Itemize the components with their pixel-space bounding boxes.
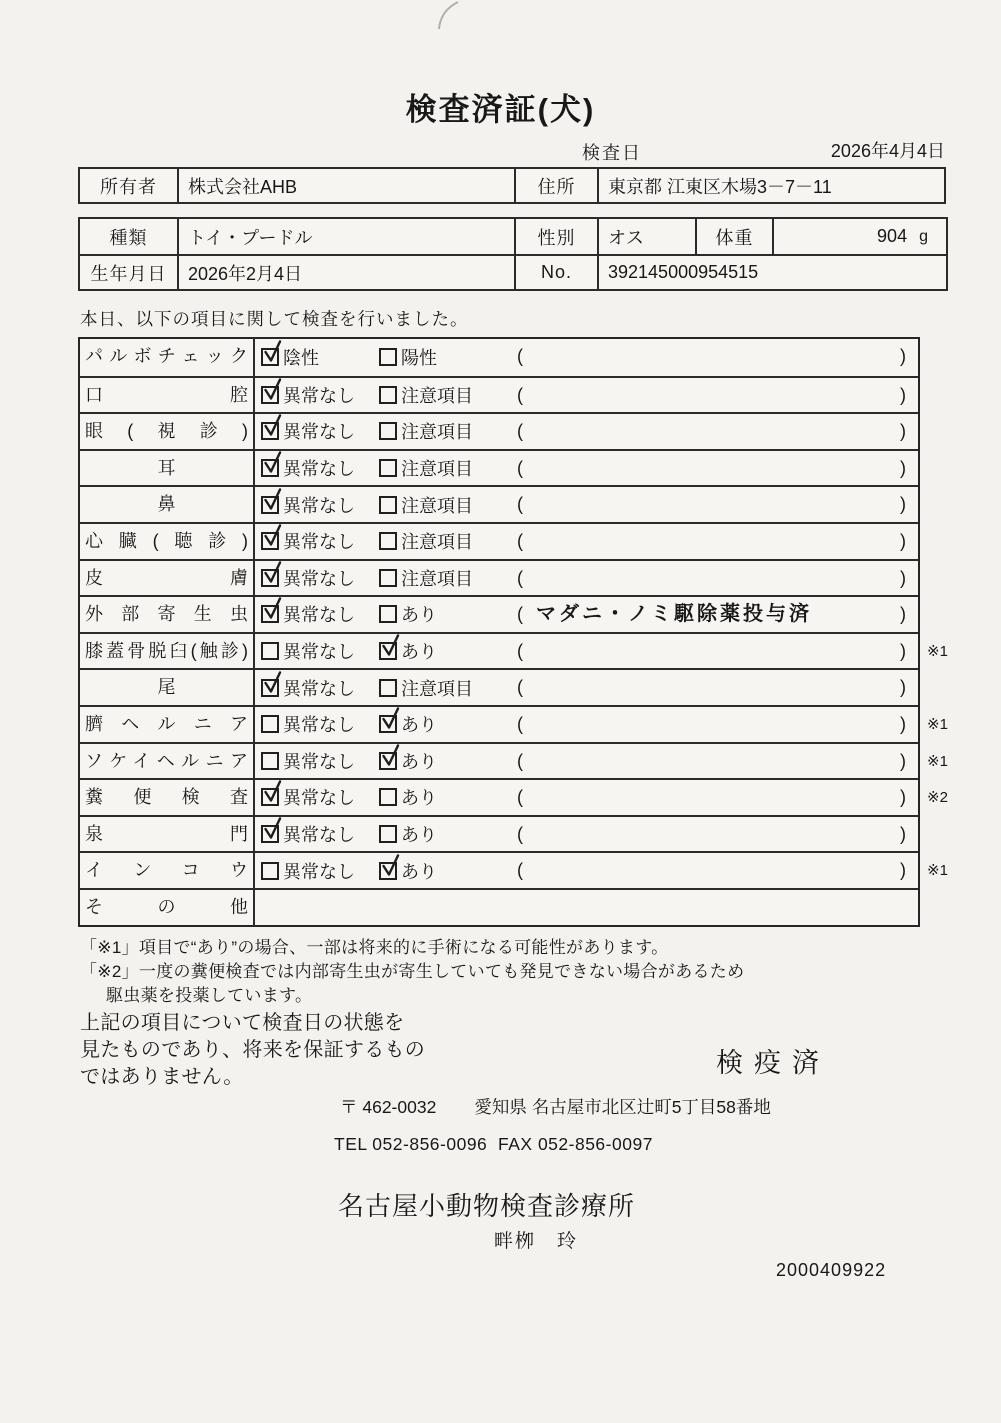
- paren-close: ): [900, 457, 906, 478]
- owner-value: 株式会社AHB: [177, 169, 514, 202]
- checkbox-icon: [379, 752, 397, 770]
- option-2-label: 注意項目: [401, 532, 473, 553]
- option-2: [379, 597, 437, 632]
- option-2-label: あり: [401, 788, 437, 809]
- option-1: [261, 451, 355, 486]
- paren-open: (: [517, 750, 523, 771]
- checklist-row-ears: [80, 449, 918, 486]
- option-1-label: 異常なし: [283, 825, 355, 846]
- checkbox-icon: [261, 715, 279, 733]
- row-ref-mark: ※1: [927, 642, 948, 660]
- row-options: [255, 780, 918, 815]
- option-2: [379, 780, 437, 815]
- row-label: 眼(視診): [80, 414, 255, 449]
- option-2-label: 注意項目: [401, 385, 473, 406]
- option-1: [261, 597, 355, 632]
- option-2-label: あり: [401, 861, 437, 882]
- option-1: [261, 561, 355, 596]
- checklist-row-skin: [80, 559, 918, 596]
- checkbox-icon: [261, 605, 279, 623]
- checkbox-icon: [261, 569, 279, 587]
- option-2: [379, 817, 437, 852]
- row-label: 心臓(聴診): [80, 524, 255, 559]
- weight-label: 体重: [695, 219, 772, 254]
- option-1: [261, 780, 355, 815]
- paren-open: (: [517, 860, 523, 881]
- paren-open: (: [517, 567, 523, 588]
- row-label: 膝蓋骨脱臼(触診): [80, 634, 255, 669]
- checkbox-icon: [379, 642, 397, 660]
- row-ref-mark: ※1: [927, 752, 948, 770]
- checkbox-icon: [379, 862, 397, 880]
- paren-open: (: [517, 421, 523, 442]
- row-options: [255, 524, 918, 559]
- checkbox-icon: [379, 605, 397, 623]
- option-1: [261, 817, 355, 852]
- paren-close: ): [900, 860, 906, 881]
- option-1: [261, 744, 355, 779]
- paren-open: (: [517, 713, 523, 734]
- clinic-tel-fax: TEL 052-856-0096 FAX 052-856-0097: [334, 1134, 653, 1154]
- option-1: [261, 524, 355, 559]
- checklist-row-fontanelle: [80, 815, 918, 852]
- checkbox-icon: [379, 422, 397, 440]
- option-1-label: 異常なし: [283, 605, 355, 626]
- page-title: 検査済証(犬): [405, 92, 596, 127]
- checklist-row-parasites: [80, 595, 918, 632]
- checklist-row-eyes: [80, 412, 918, 449]
- row-options: [255, 414, 918, 449]
- pet-table-row-2: [80, 254, 946, 289]
- option-1: [261, 707, 355, 742]
- row-label: 外部寄生虫: [80, 597, 255, 632]
- paren-open: (: [517, 530, 523, 551]
- address-value: 東京都 江東区木場3－7－11: [597, 169, 944, 202]
- option-2-label: あり: [401, 642, 437, 663]
- option-2: [379, 744, 437, 779]
- checklist-row-inguinal-hernia: [80, 742, 948, 779]
- checklist-row-inkou: [80, 851, 948, 888]
- checklist-row-nose: [80, 485, 918, 522]
- checkbox-icon: [261, 642, 279, 660]
- inspection-date-value: 2026年4月4日: [830, 141, 945, 161]
- row-label: 皮膚: [80, 561, 255, 596]
- option-2: [379, 487, 473, 522]
- option-1: [261, 670, 355, 705]
- paren-close: ): [900, 713, 906, 734]
- option-1: [261, 378, 355, 413]
- checkbox-icon: [379, 788, 397, 806]
- footnote-2-continued: 駆虫薬を投薬しています。: [106, 986, 313, 1005]
- checklist-row-heart: [80, 522, 918, 559]
- option-1-label: 異常なし: [283, 642, 355, 663]
- option-2: [379, 378, 473, 413]
- option-2: [379, 414, 473, 449]
- paren-close: ): [900, 640, 906, 661]
- footnote-1: 「※1」項目で“あり”の場合、一部は将来的に手術になる可能性があります。: [80, 938, 669, 957]
- birthdate-value: 2026年2月4日: [177, 256, 514, 289]
- option-2-label: 注意項目: [401, 459, 473, 480]
- row-label: 臍ヘルニア: [80, 707, 255, 742]
- option-1-label: 陰性: [283, 348, 319, 369]
- row-options-empty: [255, 890, 918, 925]
- row-ref-mark: ※2: [927, 789, 948, 807]
- option-2-label: 注意項目: [401, 495, 473, 516]
- address-label: 住所: [514, 169, 597, 202]
- checklist-row-patella: [80, 632, 948, 669]
- checkbox-icon: [379, 679, 397, 697]
- checkbox-icon: [261, 752, 279, 770]
- clinic-postal-code: 〒 462-0032: [340, 1097, 437, 1117]
- option-1-label: 異常なし: [283, 422, 355, 443]
- paren-open: (: [517, 640, 523, 661]
- checkbox-icon: [261, 496, 279, 514]
- disclaimer-line-1: 上記の項目について検査日の状態を: [80, 1012, 405, 1034]
- row-label: 口腔: [80, 378, 255, 413]
- row-label: パルボチェック: [80, 339, 255, 376]
- paren-close: ): [900, 823, 906, 844]
- row-label: 鼻: [80, 487, 255, 522]
- clinic-name: 名古屋小動物検査診療所: [338, 1191, 636, 1221]
- option-2: [379, 670, 473, 705]
- checkbox-icon: [261, 348, 279, 366]
- paren-open: (: [517, 384, 523, 405]
- checkbox-icon: [379, 348, 397, 366]
- paren-close: ): [900, 750, 906, 771]
- weight-cell: [772, 219, 946, 254]
- disclaimer-line-2: 見たものであり、将来を保証するもの: [80, 1039, 426, 1061]
- checkbox-icon: [379, 496, 397, 514]
- option-2-label: 陽性: [401, 348, 437, 369]
- option-2: [379, 561, 473, 596]
- row-options: [255, 451, 918, 486]
- sex-label: 性別: [514, 219, 597, 254]
- checklist-row-fecal-exam: [80, 778, 948, 815]
- checkbox-icon: [261, 459, 279, 477]
- row-label: 耳: [80, 451, 255, 486]
- intro-text: 本日、以下の項目に関して検査を行いました。: [80, 309, 469, 329]
- checkbox-icon: [379, 569, 397, 587]
- row-options: [255, 817, 918, 852]
- paren-close: ): [900, 494, 906, 515]
- scan-artifact-curve: [420, 0, 462, 30]
- row-options: [255, 597, 918, 632]
- paren-open: (: [517, 604, 523, 625]
- option-2-label: あり: [401, 715, 437, 736]
- option-2: [379, 524, 473, 559]
- checklist-row-other: [80, 888, 918, 925]
- paren-close: ): [900, 530, 906, 551]
- row-label: 泉門: [80, 817, 255, 852]
- option-2-label: あり: [401, 605, 437, 626]
- row-label: その他: [80, 890, 255, 925]
- checkbox-icon: [261, 679, 279, 697]
- checkbox-icon: [379, 386, 397, 404]
- owner-label: 所有者: [100, 176, 157, 197]
- option-1-label: 異常なし: [283, 715, 355, 736]
- row-options: [255, 378, 918, 413]
- option-1-label: 異常なし: [283, 385, 355, 406]
- option-1-label: 異常なし: [283, 751, 355, 772]
- owner-table: [78, 167, 946, 204]
- paren-close: ): [900, 346, 906, 366]
- clinic-address: 愛知県 名古屋市北区辻町5丁目58番地: [474, 1097, 771, 1117]
- checklist-row-umbilical-hernia: [80, 705, 948, 742]
- row-options: [255, 670, 918, 705]
- weight-value: 904: [877, 226, 908, 246]
- checklist-row-tail: [80, 668, 918, 705]
- paren-close: ): [900, 604, 906, 625]
- sex-value: オス: [597, 219, 695, 254]
- checkbox-icon: [261, 862, 279, 880]
- paren-close: ): [900, 677, 906, 698]
- option-2-label: 注意項目: [401, 422, 473, 443]
- paren-open: (: [517, 346, 523, 366]
- row-options: [255, 339, 918, 376]
- option-1: [261, 339, 319, 376]
- option-1-label: 異常なし: [283, 861, 355, 882]
- option-2-label: 注意項目: [401, 678, 473, 699]
- paren-open: (: [517, 787, 523, 808]
- row-label: ソケイヘルニア: [80, 744, 255, 779]
- checkbox-icon: [261, 825, 279, 843]
- option-2: [379, 707, 437, 742]
- option-1-label: 異常なし: [283, 495, 355, 516]
- birthdate-label: 生年月日: [90, 263, 167, 284]
- option-1-label: 異常なし: [283, 459, 355, 480]
- row-options: [255, 853, 918, 888]
- serial-number: 2000409922: [776, 1260, 887, 1280]
- paren-open: (: [517, 823, 523, 844]
- option-2: [379, 853, 437, 888]
- breed-value: トイ・プードル: [177, 219, 514, 254]
- checklist-table: [78, 337, 948, 927]
- clinic-postal-line: [340, 1094, 771, 1119]
- option-2-label: あり: [401, 825, 437, 846]
- paren-close: ): [900, 567, 906, 588]
- option-2: [379, 451, 473, 486]
- paren-close: ): [900, 384, 906, 405]
- paren-open: (: [517, 494, 523, 515]
- quarantine-passed-stamp: 検疫済: [716, 1048, 830, 1078]
- paren-open: (: [517, 457, 523, 478]
- option-1: [261, 853, 355, 888]
- checkbox-icon: [379, 825, 397, 843]
- row-note: マダニ・ノミ駆除薬投与済: [536, 603, 812, 626]
- option-2: [379, 339, 437, 376]
- row-options: [255, 561, 918, 596]
- row-label: インコウ: [80, 853, 255, 888]
- checkbox-icon: [261, 532, 279, 550]
- checkbox-icon: [379, 532, 397, 550]
- paren-close: ): [900, 787, 906, 808]
- option-1: [261, 414, 355, 449]
- no-label: No.: [514, 256, 597, 289]
- no-value: 392145000954515: [597, 256, 946, 289]
- checkbox-icon: [379, 715, 397, 733]
- option-1-label: 異常なし: [283, 678, 355, 699]
- row-ref-mark: ※1: [927, 862, 948, 880]
- option-2-label: 注意項目: [401, 568, 473, 589]
- pet-table-row-1: [80, 219, 946, 254]
- weight-unit: g: [919, 227, 928, 245]
- row-options: [255, 744, 918, 779]
- breed-label: 種類: [109, 227, 148, 248]
- checkbox-icon: [261, 422, 279, 440]
- row-label: 糞便検査: [80, 780, 255, 815]
- row-label: 尾: [80, 670, 255, 705]
- option-2-label: あり: [401, 751, 437, 772]
- disclaimer-line-3: ではありません。: [80, 1066, 244, 1088]
- pet-table: [78, 217, 948, 291]
- checkbox-icon: [379, 459, 397, 477]
- checkbox-icon: [261, 788, 279, 806]
- row-ref-mark: ※1: [927, 715, 948, 733]
- option-1: [261, 634, 355, 669]
- checklist-row-parvo: [80, 339, 918, 376]
- paren-close: ): [900, 421, 906, 442]
- row-options: [255, 487, 918, 522]
- option-1-label: 異常なし: [283, 532, 355, 553]
- option-1: [261, 487, 355, 522]
- option-1-label: 異常なし: [283, 788, 355, 809]
- inspection-date-label: 検査日: [582, 143, 642, 163]
- checklist-row-mouth: [80, 376, 918, 413]
- checkbox-icon: [261, 386, 279, 404]
- option-2: [379, 634, 437, 669]
- option-1-label: 異常なし: [283, 568, 355, 589]
- paren-open: (: [517, 677, 523, 698]
- row-options: [255, 707, 918, 742]
- footnote-2: 「※2」一度の糞便検査では内部寄生虫が寄生していても発見できない場合があるため: [80, 962, 745, 981]
- row-options: [255, 634, 918, 669]
- examiner-name: 畔栁 玲: [494, 1231, 579, 1252]
- disclaimer-text: [80, 1010, 425, 1091]
